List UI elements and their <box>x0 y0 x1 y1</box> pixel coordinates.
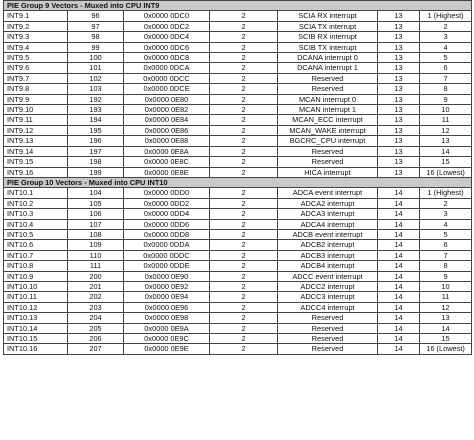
table-cell: INT10.3 <box>4 209 68 219</box>
table-cell: 0x0000 0E80 <box>124 94 210 104</box>
table-cell: 2 <box>210 271 278 281</box>
table-cell: 8 <box>420 84 472 94</box>
table-cell: 0x0000 0DC4 <box>124 32 210 42</box>
table-cell: 2 <box>210 32 278 42</box>
table-row <box>4 219 472 229</box>
table-cell: Reserved <box>278 334 378 344</box>
table-cell: 12 <box>420 125 472 135</box>
table-row <box>4 53 472 63</box>
table-cell: INT9.2 <box>4 21 68 31</box>
table-cell: 5 <box>420 229 472 239</box>
table-cell: 14 <box>378 344 420 354</box>
table-cell: 0x0000 0DC2 <box>124 21 210 31</box>
table-cell: INT9.11 <box>4 115 68 125</box>
group-title: PIE Group 9 Vectors - Muxed into CPU INT9 <box>4 1 472 11</box>
table-cell: 3 <box>420 32 472 42</box>
table-cell: MCAN interrupt 1 <box>278 105 378 115</box>
table-cell: 198 <box>68 157 124 167</box>
table-cell: 14 <box>378 198 420 208</box>
table-cell: 0x0000 0E86 <box>124 125 210 135</box>
table-cell: Reserved <box>278 344 378 354</box>
table-cell: 205 <box>68 323 124 333</box>
table-cell: 8 <box>420 261 472 271</box>
table-cell: 0x0000 0E98 <box>124 313 210 323</box>
table-cell: INT9.10 <box>4 105 68 115</box>
table-cell: INT9.12 <box>4 125 68 135</box>
table-row <box>4 261 472 271</box>
table-cell: INT10.9 <box>4 271 68 281</box>
table-cell: 0x0000 0E96 <box>124 302 210 312</box>
table-cell: 0x0000 0DCA <box>124 63 210 73</box>
table-cell: 14 <box>378 219 420 229</box>
table-cell: 14 <box>378 188 420 198</box>
table-cell: 196 <box>68 136 124 146</box>
table-cell: 200 <box>68 271 124 281</box>
table-cell: 14 <box>378 323 420 333</box>
table-cell: 11 <box>420 292 472 302</box>
table-cell: 6 <box>420 63 472 73</box>
table-cell: 2 <box>210 261 278 271</box>
table-cell: 10 <box>420 105 472 115</box>
table-cell: 14 <box>378 292 420 302</box>
table-row <box>4 209 472 219</box>
table-cell: SCIB TX interrupt <box>278 42 378 52</box>
table-cell: 14 <box>378 209 420 219</box>
table-cell: 0x0000 0DD6 <box>124 219 210 229</box>
table-cell: 207 <box>68 344 124 354</box>
table-cell: 13 <box>378 32 420 42</box>
table-cell: ADCC event interrupt <box>278 271 378 281</box>
table-cell: 13 <box>420 136 472 146</box>
table-row <box>4 42 472 52</box>
table-cell: 0x0000 0DCC <box>124 73 210 83</box>
table-cell: 15 <box>420 334 472 344</box>
table-cell: 0x0000 0DD2 <box>124 198 210 208</box>
table-cell: INT9.14 <box>4 146 68 156</box>
table-row <box>4 157 472 167</box>
table-cell: 6 <box>420 240 472 250</box>
table-cell: 14 <box>378 240 420 250</box>
table-cell: ADCC4 interrupt <box>278 302 378 312</box>
table-cell: 0x0000 0DC6 <box>124 42 210 52</box>
table-cell: SCIA RX interrupt <box>278 11 378 21</box>
table-cell: 0x0000 0E94 <box>124 292 210 302</box>
table-row <box>4 115 472 125</box>
table-cell: 13 <box>378 21 420 31</box>
table-cell: 14 <box>378 281 420 291</box>
table-cell: 0x0000 0DDC <box>124 250 210 260</box>
pie-vector-table <box>3 0 472 355</box>
table-row <box>4 105 472 115</box>
table-cell: 13 <box>378 63 420 73</box>
table-cell: 0x0000 0DCE <box>124 84 210 94</box>
table-cell: 13 <box>378 167 420 177</box>
table-cell: 2 <box>210 240 278 250</box>
table-cell: INT10.15 <box>4 334 68 344</box>
table-cell: 2 <box>210 146 278 156</box>
table-cell: MCAN_ECC interrupt <box>278 115 378 125</box>
table-cell: INT10.1 <box>4 188 68 198</box>
table-cell: 2 <box>210 63 278 73</box>
table-row <box>4 125 472 135</box>
table-cell: 2 <box>210 323 278 333</box>
table-cell: INT10.12 <box>4 302 68 312</box>
table-cell: 105 <box>68 198 124 208</box>
table-cell: INT10.7 <box>4 250 68 260</box>
table-cell: 2 <box>210 229 278 239</box>
table-cell: INT9.5 <box>4 53 68 63</box>
table-body <box>4 1 472 355</box>
table-cell: Reserved <box>278 157 378 167</box>
table-cell: 0x0000 0DC0 <box>124 11 210 21</box>
table-row <box>4 73 472 83</box>
table-row <box>4 94 472 104</box>
table-cell: INT9.7 <box>4 73 68 83</box>
table-cell: 2 <box>210 53 278 63</box>
table-cell: 13 <box>378 84 420 94</box>
table-cell: 2 <box>210 344 278 354</box>
table-cell: 0x0000 0E9C <box>124 334 210 344</box>
table-cell: INT9.16 <box>4 167 68 177</box>
table-cell: 96 <box>68 11 124 21</box>
table-cell: INT10.11 <box>4 292 68 302</box>
table-cell: INT10.2 <box>4 198 68 208</box>
table-row <box>4 188 472 198</box>
table-cell: 13 <box>378 11 420 21</box>
table-cell: 13 <box>378 105 420 115</box>
table-row <box>4 84 472 94</box>
table-cell: 2 <box>210 42 278 52</box>
table-cell: 2 <box>420 21 472 31</box>
table-cell: 2 <box>210 188 278 198</box>
table-cell: ADCB3 interrupt <box>278 250 378 260</box>
table-row <box>4 323 472 333</box>
table-cell: 11 <box>420 115 472 125</box>
table-cell: ADCA event interrupt <box>278 188 378 198</box>
table-cell: 14 <box>378 261 420 271</box>
table-cell: 10 <box>420 281 472 291</box>
table-cell: 0x0000 0E88 <box>124 136 210 146</box>
table-cell: Reserved <box>278 313 378 323</box>
table-row <box>4 63 472 73</box>
table-cell: 2 <box>210 334 278 344</box>
table-cell: BGCRC_CPU interrupt <box>278 136 378 146</box>
table-cell: 0x0000 0DD8 <box>124 229 210 239</box>
table-cell: 2 <box>210 21 278 31</box>
table-cell: 15 <box>420 157 472 167</box>
table-cell: 14 <box>420 323 472 333</box>
table-cell: 111 <box>68 261 124 271</box>
table-cell: 2 <box>210 167 278 177</box>
table-row <box>4 21 472 31</box>
table-cell: 199 <box>68 167 124 177</box>
group-header-row <box>4 177 472 187</box>
table-cell: ADCC2 interrupt <box>278 281 378 291</box>
table-cell: ADCA2 interrupt <box>278 198 378 208</box>
table-cell: 14 <box>378 229 420 239</box>
table-row <box>4 313 472 323</box>
table-cell: INT10.16 <box>4 344 68 354</box>
table-cell: 13 <box>378 94 420 104</box>
table-cell: 0x0000 0DD4 <box>124 209 210 219</box>
table-cell: 0x0000 0E92 <box>124 281 210 291</box>
table-row <box>4 344 472 354</box>
table-cell: 0x0000 0E8E <box>124 167 210 177</box>
table-cell: 14 <box>378 313 420 323</box>
table-cell: 14 <box>378 271 420 281</box>
table-cell: 197 <box>68 146 124 156</box>
table-cell: 0x0000 0E84 <box>124 115 210 125</box>
table-row <box>4 136 472 146</box>
table-cell: INT9.3 <box>4 32 68 42</box>
table-cell: 12 <box>420 302 472 312</box>
table-cell: 13 <box>378 136 420 146</box>
table-cell: 2 <box>210 292 278 302</box>
table-cell: 103 <box>68 84 124 94</box>
table-cell: 206 <box>68 334 124 344</box>
table-cell: 7 <box>420 250 472 260</box>
table-cell: 2 <box>210 115 278 125</box>
table-row <box>4 281 472 291</box>
table-cell: 108 <box>68 229 124 239</box>
table-cell: 4 <box>420 219 472 229</box>
table-cell: 1 (Highest) <box>420 11 472 21</box>
table-cell: ADCB4 interrupt <box>278 261 378 271</box>
table-row <box>4 240 472 250</box>
table-cell: 0x0000 0E90 <box>124 271 210 281</box>
table-cell: INT10.8 <box>4 261 68 271</box>
table-row <box>4 198 472 208</box>
table-cell: SCIB RX interrupt <box>278 32 378 42</box>
table-cell: Reserved <box>278 323 378 333</box>
table-cell: 4 <box>420 42 472 52</box>
table-cell: INT10.10 <box>4 281 68 291</box>
table-row <box>4 32 472 42</box>
table-cell: ADCB2 interrupt <box>278 240 378 250</box>
table-cell: SCIA TX interrupt <box>278 21 378 31</box>
table-cell: 13 <box>378 53 420 63</box>
table-cell: INT10.4 <box>4 219 68 229</box>
table-cell: INT9.9 <box>4 94 68 104</box>
table-cell: INT10.5 <box>4 229 68 239</box>
table-row <box>4 302 472 312</box>
table-cell: 2 <box>210 302 278 312</box>
table-cell: 13 <box>378 157 420 167</box>
table-cell: 107 <box>68 219 124 229</box>
table-cell: 9 <box>420 94 472 104</box>
table-cell: 204 <box>68 313 124 323</box>
table-cell: 193 <box>68 105 124 115</box>
table-cell: 2 <box>210 281 278 291</box>
table-cell: 2 <box>210 219 278 229</box>
table-cell: INT9.4 <box>4 42 68 52</box>
table-cell: 203 <box>68 302 124 312</box>
table-cell: INT10.14 <box>4 323 68 333</box>
table-cell: 201 <box>68 281 124 291</box>
table-cell: Reserved <box>278 73 378 83</box>
table-row <box>4 229 472 239</box>
table-row <box>4 11 472 21</box>
table-cell: Reserved <box>278 84 378 94</box>
table-cell: 13 <box>378 146 420 156</box>
table-row <box>4 250 472 260</box>
table-cell: 3 <box>420 209 472 219</box>
table-row <box>4 167 472 177</box>
table-cell: ADCA3 interrupt <box>278 209 378 219</box>
table-cell: INT9.1 <box>4 11 68 21</box>
table-cell: 2 <box>210 313 278 323</box>
table-cell: 2 <box>210 73 278 83</box>
table-cell: INT10.13 <box>4 313 68 323</box>
table-cell: ADCA4 interrupt <box>278 219 378 229</box>
group-header-row <box>4 1 472 11</box>
table-cell: 0x0000 0DDA <box>124 240 210 250</box>
table-cell: 9 <box>420 271 472 281</box>
table-cell: 2 <box>210 250 278 260</box>
table-cell: DCANA interrupt 0 <box>278 53 378 63</box>
table-cell: 0x0000 0DD0 <box>124 188 210 198</box>
table-cell: 2 <box>210 157 278 167</box>
table-cell: 14 <box>378 302 420 312</box>
table-cell: 13 <box>378 125 420 135</box>
table-cell: 99 <box>68 42 124 52</box>
table-cell: MCAN interrupt 0 <box>278 94 378 104</box>
table-cell: 0x0000 0E82 <box>124 105 210 115</box>
table-cell: 2 <box>420 198 472 208</box>
table-cell: 14 <box>378 334 420 344</box>
table-cell: 106 <box>68 209 124 219</box>
table-cell: 104 <box>68 188 124 198</box>
table-cell: INT9.13 <box>4 136 68 146</box>
table-cell: 14 <box>378 250 420 260</box>
table-cell: 110 <box>68 250 124 260</box>
table-cell: HICA interrupt <box>278 167 378 177</box>
table-cell: MCAN_WAKE interrupt <box>278 125 378 135</box>
table-cell: 2 <box>210 209 278 219</box>
table-cell: 2 <box>210 125 278 135</box>
table-row <box>4 334 472 344</box>
table-row <box>4 146 472 156</box>
table-row <box>4 292 472 302</box>
group-title: PIE Group 10 Vectors - Muxed into CPU INT10 <box>4 177 472 187</box>
table-cell: 195 <box>68 125 124 135</box>
table-cell: 2 <box>210 105 278 115</box>
table-cell: 16 (Lowest) <box>420 344 472 354</box>
table-cell: 97 <box>68 21 124 31</box>
table-cell: ADCB event interrupt <box>278 229 378 239</box>
table-cell: INT9.8 <box>4 84 68 94</box>
table-cell: INT10.6 <box>4 240 68 250</box>
table-cell: 0x0000 0E9E <box>124 344 210 354</box>
table-cell: 0x0000 0E8C <box>124 157 210 167</box>
table-cell: 2 <box>210 94 278 104</box>
table-cell: 0x0000 0E9A <box>124 323 210 333</box>
table-cell: 100 <box>68 53 124 63</box>
table-cell: 0x0000 0DDE <box>124 261 210 271</box>
table-cell: 0x0000 0E8A <box>124 146 210 156</box>
table-cell: 13 <box>378 73 420 83</box>
table-cell: 1 (Highest) <box>420 188 472 198</box>
table-cell: 13 <box>420 313 472 323</box>
table-cell: 14 <box>420 146 472 156</box>
table-cell: INT9.6 <box>4 63 68 73</box>
table-cell: 16 (Lowest) <box>420 167 472 177</box>
table-cell: 101 <box>68 63 124 73</box>
table-cell: 194 <box>68 115 124 125</box>
table-cell: 102 <box>68 73 124 83</box>
table-cell: INT9.15 <box>4 157 68 167</box>
table-cell: ADCC3 interrupt <box>278 292 378 302</box>
table-cell: 5 <box>420 53 472 63</box>
table-row <box>4 271 472 281</box>
table-cell: 2 <box>210 11 278 21</box>
table-cell: Reserved <box>278 146 378 156</box>
table-cell: 2 <box>210 198 278 208</box>
table-cell: DCANA interrupt 1 <box>278 63 378 73</box>
table-cell: 98 <box>68 32 124 42</box>
table-cell: 109 <box>68 240 124 250</box>
table-cell: 13 <box>378 42 420 52</box>
table-cell: 202 <box>68 292 124 302</box>
table-cell: 2 <box>210 84 278 94</box>
table-cell: 0x0000 0DC8 <box>124 53 210 63</box>
table-cell: 2 <box>210 136 278 146</box>
table-cell: 13 <box>378 115 420 125</box>
table-cell: 7 <box>420 73 472 83</box>
table-cell: 192 <box>68 94 124 104</box>
